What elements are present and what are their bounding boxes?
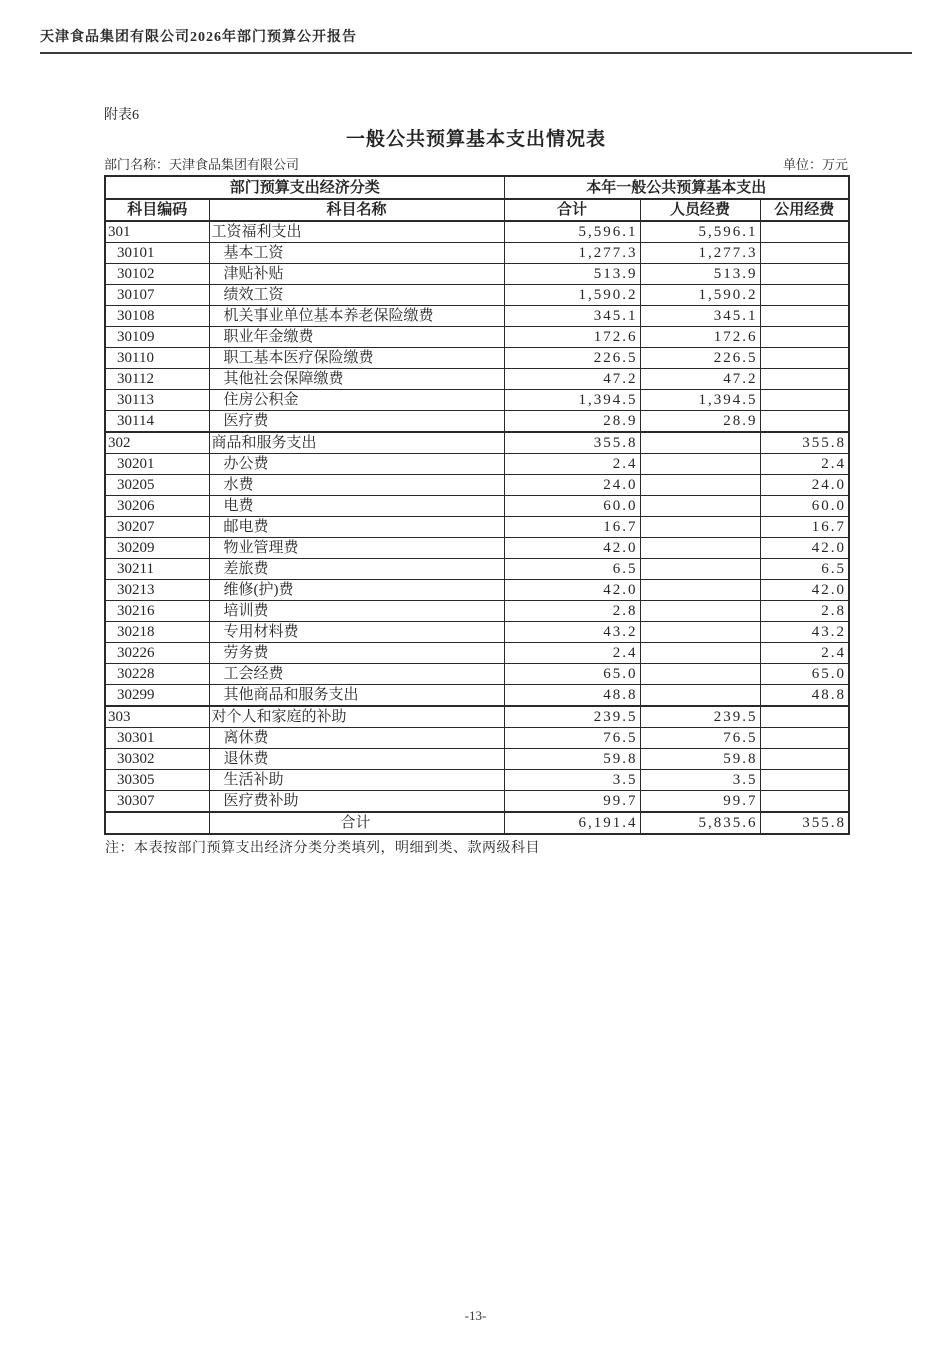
cell-public-expense: 2.8 bbox=[760, 601, 849, 622]
page-title: 一般公共预算基本支出情况表 bbox=[345, 129, 606, 150]
cell-personnel-expense bbox=[640, 601, 760, 622]
cell-personnel-expense: 76.5 bbox=[640, 728, 760, 749]
cell-personnel-expense: 1,590.2 bbox=[640, 285, 760, 306]
table-row bbox=[105, 348, 849, 369]
cell-subject-code: 30307 bbox=[105, 791, 209, 813]
table-row bbox=[105, 559, 849, 580]
cell-subject-name: 工会经费 bbox=[209, 664, 504, 685]
cell-public-expense bbox=[760, 749, 849, 770]
report-header: 天津食品集团有限公司2026年部门预算公开报告 bbox=[40, 30, 357, 45]
header-divider bbox=[40, 52, 912, 54]
cell-total: 1,394.5 bbox=[504, 390, 640, 411]
cell-subject-code bbox=[105, 812, 209, 834]
cell-total: 60.0 bbox=[504, 496, 640, 517]
cell-total: 5,596.1 bbox=[504, 221, 640, 243]
cell-subject-code: 30305 bbox=[105, 770, 209, 791]
cell-personnel-expense bbox=[640, 685, 760, 707]
cell-subject-code: 30201 bbox=[105, 454, 209, 475]
cell-subject-name: 办公费 bbox=[209, 454, 504, 475]
table-total-row bbox=[105, 812, 849, 834]
cell-subject-name: 电费 bbox=[209, 496, 504, 517]
cell-total: 76.5 bbox=[504, 728, 640, 749]
cell-personnel-expense: 172.6 bbox=[640, 327, 760, 348]
cell-subject-name: 物业管理费 bbox=[209, 538, 504, 559]
table-row bbox=[105, 538, 849, 559]
cell-personnel-expense: 5,835.6 bbox=[640, 812, 760, 834]
cell-subject-code: 30109 bbox=[105, 327, 209, 348]
page-number: -13- bbox=[464, 1308, 487, 1323]
cell-total: 24.0 bbox=[504, 475, 640, 496]
cell-subject-code: 30205 bbox=[105, 475, 209, 496]
cell-personnel-expense bbox=[640, 664, 760, 685]
cell-personnel-expense bbox=[640, 517, 760, 538]
cell-public-expense bbox=[760, 706, 849, 728]
table-note: 注：本表按部门预算支出经济分类分类填列，明细到类、款两级科目 bbox=[105, 841, 540, 856]
cell-subject-code: 30228 bbox=[105, 664, 209, 685]
cell-subject-name: 离休费 bbox=[209, 728, 504, 749]
cell-subject-code: 30302 bbox=[105, 749, 209, 770]
cell-total: 345.1 bbox=[504, 306, 640, 327]
cell-subject-code: 30112 bbox=[105, 369, 209, 390]
cell-subject-code: 30107 bbox=[105, 285, 209, 306]
cell-personnel-expense: 1,394.5 bbox=[640, 390, 760, 411]
cell-subject-name: 劳务费 bbox=[209, 643, 504, 664]
cell-subject-code: 30218 bbox=[105, 622, 209, 643]
cell-total: 42.0 bbox=[504, 580, 640, 601]
cell-public-expense: 355.8 bbox=[760, 812, 849, 834]
cell-personnel-expense: 226.5 bbox=[640, 348, 760, 369]
cell-subject-code: 30101 bbox=[105, 243, 209, 264]
cell-total: 42.0 bbox=[504, 538, 640, 559]
cell-personnel-expense: 47.2 bbox=[640, 369, 760, 390]
table-row bbox=[105, 411, 849, 433]
table-row bbox=[105, 770, 849, 791]
cell-subject-name: 培训费 bbox=[209, 601, 504, 622]
cell-subject-name: 差旅费 bbox=[209, 559, 504, 580]
cell-personnel-expense bbox=[640, 432, 760, 454]
cell-subject-code: 302 bbox=[105, 432, 209, 454]
cell-public-expense: 60.0 bbox=[760, 496, 849, 517]
cell-subject-name: 专用材料费 bbox=[209, 622, 504, 643]
cell-personnel-expense bbox=[640, 559, 760, 580]
table-row bbox=[105, 454, 849, 475]
cell-personnel-expense: 99.7 bbox=[640, 791, 760, 813]
column-header-row bbox=[105, 199, 849, 221]
header-current-year-budget: 本年一般公共预算基本支出 bbox=[504, 176, 849, 199]
table-row bbox=[105, 728, 849, 749]
table-row bbox=[105, 390, 849, 411]
cell-subject-name: 职工基本医疗保险缴费 bbox=[209, 348, 504, 369]
cell-subject-name: 基本工资 bbox=[209, 243, 504, 264]
table-row bbox=[105, 517, 849, 538]
cell-personnel-expense bbox=[640, 496, 760, 517]
table-row bbox=[105, 706, 849, 728]
cell-public-expense: 2.4 bbox=[760, 643, 849, 664]
table-header bbox=[105, 176, 849, 221]
cell-public-expense: 48.8 bbox=[760, 685, 849, 707]
cell-total: 226.5 bbox=[504, 348, 640, 369]
cell-total: 47.2 bbox=[504, 369, 640, 390]
cell-public-expense bbox=[760, 221, 849, 243]
table-row bbox=[105, 285, 849, 306]
cell-public-expense: 24.0 bbox=[760, 475, 849, 496]
cell-subject-code: 30206 bbox=[105, 496, 209, 517]
cell-total: 2.4 bbox=[504, 454, 640, 475]
cell-total: 1,590.2 bbox=[504, 285, 640, 306]
table-row bbox=[105, 622, 849, 643]
cell-public-expense bbox=[760, 327, 849, 348]
cell-subject-code: 30209 bbox=[105, 538, 209, 559]
cell-subject-name: 生活补助 bbox=[209, 770, 504, 791]
cell-personnel-expense bbox=[640, 538, 760, 559]
cell-personnel-expense: 59.8 bbox=[640, 749, 760, 770]
column-header-total: 合计 bbox=[504, 199, 640, 221]
cell-total: 2.4 bbox=[504, 643, 640, 664]
cell-public-expense bbox=[760, 243, 849, 264]
cell-personnel-expense bbox=[640, 454, 760, 475]
cell-public-expense bbox=[760, 411, 849, 433]
cell-subject-name: 维修(护)费 bbox=[209, 580, 504, 601]
cell-personnel-expense: 5,596.1 bbox=[640, 221, 760, 243]
cell-public-expense bbox=[760, 369, 849, 390]
cell-subject-code: 30216 bbox=[105, 601, 209, 622]
cell-subject-name: 职业年金缴费 bbox=[209, 327, 504, 348]
cell-public-expense bbox=[760, 348, 849, 369]
unit-label: 单位：万元 bbox=[782, 157, 848, 172]
cell-subject-name: 医疗费补助 bbox=[209, 791, 504, 813]
table-row bbox=[105, 306, 849, 327]
cell-public-expense bbox=[760, 770, 849, 791]
cell-personnel-expense bbox=[640, 475, 760, 496]
table-row bbox=[105, 496, 849, 517]
cell-subject-name: 津贴补贴 bbox=[209, 264, 504, 285]
cell-personnel-expense: 239.5 bbox=[640, 706, 760, 728]
cell-subject-name: 其他社会保障缴费 bbox=[209, 369, 504, 390]
column-header-name: 科目名称 bbox=[209, 199, 504, 221]
cell-public-expense: 16.7 bbox=[760, 517, 849, 538]
cell-subject-code: 30207 bbox=[105, 517, 209, 538]
cell-subject-name: 其他商品和服务支出 bbox=[209, 685, 504, 707]
table-row bbox=[105, 369, 849, 390]
table-row bbox=[105, 664, 849, 685]
cell-public-expense bbox=[760, 390, 849, 411]
cell-public-expense: 65.0 bbox=[760, 664, 849, 685]
department-name-label: 部门名称：天津食品集团有限公司 bbox=[104, 157, 300, 172]
cell-subject-name: 机关事业单位基本养老保险缴费 bbox=[209, 306, 504, 327]
cell-total: 59.8 bbox=[504, 749, 640, 770]
cell-public-expense: 355.8 bbox=[760, 432, 849, 454]
cell-subject-code: 30102 bbox=[105, 264, 209, 285]
cell-subject-name: 绩效工资 bbox=[209, 285, 504, 306]
cell-public-expense: 43.2 bbox=[760, 622, 849, 643]
table-row bbox=[105, 791, 849, 813]
cell-subject-name: 工资福利支出 bbox=[209, 221, 504, 243]
cell-subject-name: 合计 bbox=[209, 812, 504, 834]
cell-subject-name: 商品和服务支出 bbox=[209, 432, 504, 454]
cell-public-expense: 2.4 bbox=[760, 454, 849, 475]
table-row bbox=[105, 221, 849, 243]
cell-public-expense bbox=[760, 264, 849, 285]
cell-public-expense: 6.5 bbox=[760, 559, 849, 580]
cell-total: 16.7 bbox=[504, 517, 640, 538]
cell-total: 172.6 bbox=[504, 327, 640, 348]
attachment-label: 附表6 bbox=[104, 108, 139, 123]
cell-public-expense bbox=[760, 728, 849, 749]
table-row bbox=[105, 749, 849, 770]
budget-table bbox=[104, 175, 850, 835]
header-economic-classification: 部门预算支出经济分类 bbox=[105, 176, 504, 199]
cell-personnel-expense bbox=[640, 643, 760, 664]
cell-personnel-expense bbox=[640, 622, 760, 643]
cell-public-expense: 42.0 bbox=[760, 538, 849, 559]
cell-total: 355.8 bbox=[504, 432, 640, 454]
cell-total: 513.9 bbox=[504, 264, 640, 285]
cell-subject-code: 30301 bbox=[105, 728, 209, 749]
table-row bbox=[105, 475, 849, 496]
cell-total: 2.8 bbox=[504, 601, 640, 622]
cell-personnel-expense bbox=[640, 580, 760, 601]
group-header-row bbox=[105, 176, 849, 199]
cell-subject-code: 30299 bbox=[105, 685, 209, 707]
cell-subject-code: 303 bbox=[105, 706, 209, 728]
cell-total: 28.9 bbox=[504, 411, 640, 433]
column-header-personnel: 人员经费 bbox=[640, 199, 760, 221]
table-row bbox=[105, 432, 849, 454]
cell-personnel-expense: 3.5 bbox=[640, 770, 760, 791]
cell-subject-name: 邮电费 bbox=[209, 517, 504, 538]
cell-subject-name: 水费 bbox=[209, 475, 504, 496]
cell-subject-code: 30226 bbox=[105, 643, 209, 664]
cell-total: 239.5 bbox=[504, 706, 640, 728]
table-row bbox=[105, 643, 849, 664]
cell-total: 48.8 bbox=[504, 685, 640, 707]
cell-subject-code: 30213 bbox=[105, 580, 209, 601]
cell-subject-name: 对个人和家庭的补助 bbox=[209, 706, 504, 728]
cell-personnel-expense: 1,277.3 bbox=[640, 243, 760, 264]
cell-total: 65.0 bbox=[504, 664, 640, 685]
cell-total: 6.5 bbox=[504, 559, 640, 580]
cell-personnel-expense: 513.9 bbox=[640, 264, 760, 285]
table-row bbox=[105, 264, 849, 285]
cell-subject-code: 30113 bbox=[105, 390, 209, 411]
cell-subject-code: 30211 bbox=[105, 559, 209, 580]
cell-subject-code: 30114 bbox=[105, 411, 209, 433]
cell-total: 43.2 bbox=[504, 622, 640, 643]
cell-public-expense bbox=[760, 791, 849, 813]
table-body bbox=[105, 221, 849, 834]
cell-total: 6,191.4 bbox=[504, 812, 640, 834]
cell-subject-name: 医疗费 bbox=[209, 411, 504, 433]
table-row bbox=[105, 327, 849, 348]
cell-subject-name: 退休费 bbox=[209, 749, 504, 770]
table-row bbox=[105, 580, 849, 601]
cell-total: 1,277.3 bbox=[504, 243, 640, 264]
table-meta-row bbox=[104, 154, 848, 173]
table-row bbox=[105, 243, 849, 264]
cell-personnel-expense: 345.1 bbox=[640, 306, 760, 327]
cell-public-expense bbox=[760, 306, 849, 327]
column-header-public: 公用经费 bbox=[760, 199, 849, 221]
cell-subject-name: 住房公积金 bbox=[209, 390, 504, 411]
cell-subject-code: 30108 bbox=[105, 306, 209, 327]
column-header-code: 科目编码 bbox=[105, 199, 209, 221]
cell-subject-code: 30110 bbox=[105, 348, 209, 369]
cell-total: 3.5 bbox=[504, 770, 640, 791]
table-row bbox=[105, 685, 849, 707]
cell-public-expense bbox=[760, 285, 849, 306]
cell-personnel-expense: 28.9 bbox=[640, 411, 760, 433]
cell-subject-code: 301 bbox=[105, 221, 209, 243]
table-row bbox=[105, 601, 849, 622]
cell-total: 99.7 bbox=[504, 791, 640, 813]
cell-public-expense: 42.0 bbox=[760, 580, 849, 601]
